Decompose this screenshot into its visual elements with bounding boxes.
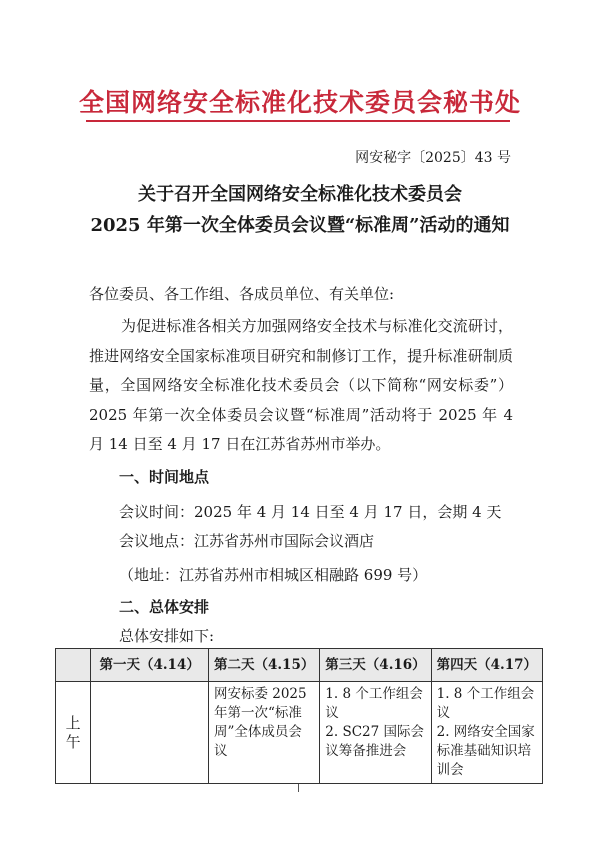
morning-label — [56, 682, 91, 784]
notice-title-line-2: 2025 年第一次全体委员会议暨“标准周”活动的通知 — [90, 215, 510, 236]
header-day-1: 第一天（4.14） — [91, 649, 209, 682]
day-4-item-1: 1. 8 个工作组会议 — [436, 686, 535, 721]
header-day-2: 第二天（4.15） — [208, 649, 319, 682]
morning-day-3 — [320, 682, 431, 784]
salutation: 各位委员、各工作组、各成员单位、有关单位: — [89, 285, 395, 303]
meeting-time: 会议时间：2025 年 4 月 14 日至 4 月 17 日，会期 4 天 — [119, 503, 502, 521]
schedule-morning-row — [56, 682, 543, 784]
schedule-intro: 总体安排如下: — [119, 627, 215, 645]
meeting-place: 会议地点：江苏省苏州市国际会议酒店 — [119, 532, 375, 550]
page-mark — [298, 784, 299, 792]
day-3-item-2: 2. SC27 国际会议筹备推进会 — [325, 724, 425, 759]
letterhead-red-rule — [86, 120, 510, 122]
notice-title-line-1: 关于召开全国网络安全标准化技术委员会 — [138, 184, 462, 205]
intro-paragraph: 为促进标准各相关方加强网络安全技术与标准化交流研讨，推进网络安全国家标准项目研究和制修订工作，提升标准研制质量，全国网络安全标准化技术委员会（以下简称“网安标委”）2025 年第一次全体委员会议暨“标准周”活动将于 2025 年 4 月 14 日至 4 月 17 日在江苏省苏州市举办。 — [89, 317, 513, 453]
header-corner — [56, 649, 91, 682]
morning-label-char-1: 上 — [65, 713, 81, 732]
day-3-item-1: 1. 8 个工作组会议 — [325, 686, 423, 721]
morning-day-2: 网安标委 2025 年第一次“标准周”全体成员会议 — [208, 682, 319, 784]
schedule-table — [55, 648, 543, 784]
day-4-item-2: 2. 网络安全国家标准基础知识培训会 — [436, 724, 535, 778]
letterhead-title: 全国网络安全标准化技术委员会秘书处 — [78, 88, 521, 117]
morning-day-1 — [91, 682, 209, 784]
morning-label-char-2: 午 — [65, 732, 81, 751]
header-day-4: 第四天（4.17） — [431, 649, 542, 682]
document-number: 网安秘字〔2025〕43 号 — [355, 150, 511, 166]
section-2-heading: 二、总体安排 — [119, 598, 210, 616]
section-1-heading: 一、时间地点 — [119, 468, 210, 486]
schedule-header-row — [56, 649, 543, 682]
header-day-3: 第三天（4.16） — [320, 649, 431, 682]
morning-day-4 — [431, 682, 542, 784]
meeting-address: （地址：江苏省苏州市相城区相融路 699 号） — [119, 566, 428, 584]
